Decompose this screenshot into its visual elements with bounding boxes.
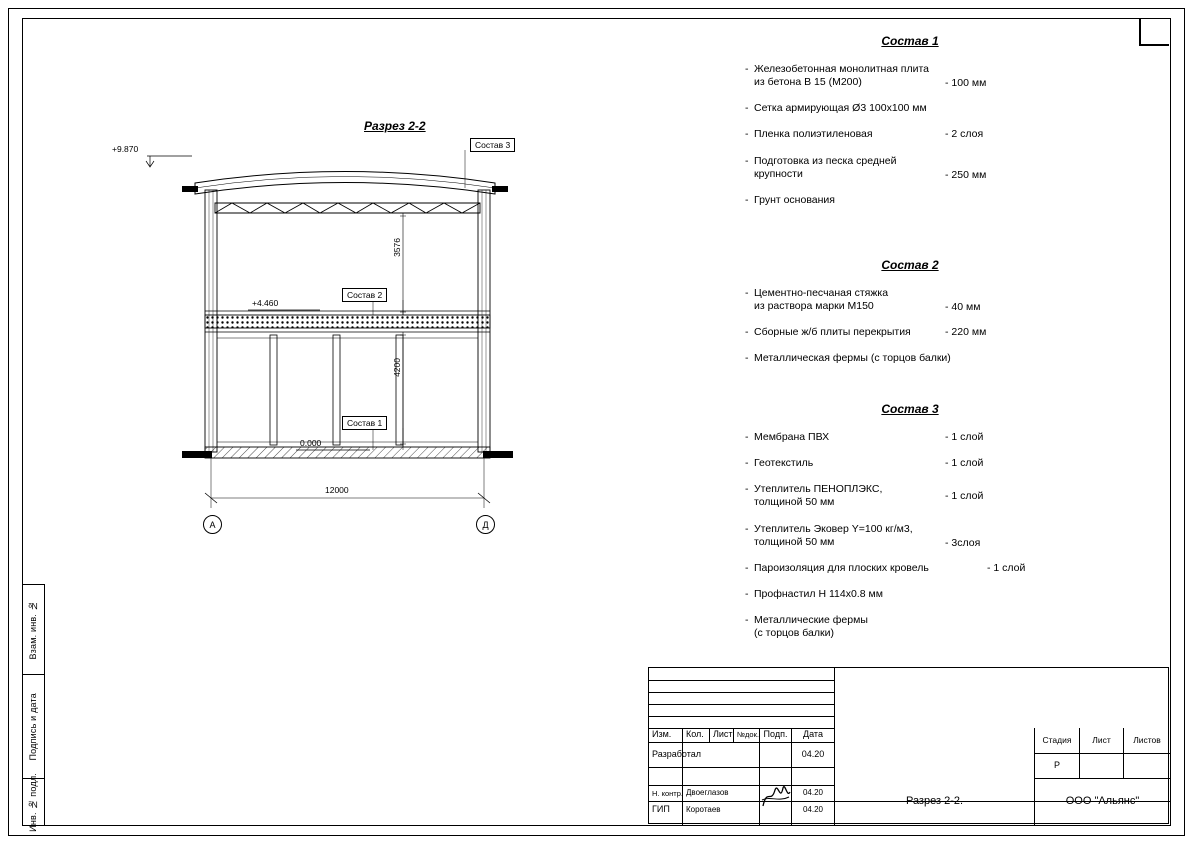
signature-mark (761, 782, 791, 810)
title-block (648, 667, 1169, 824)
tb-list-value (1080, 754, 1123, 778)
section-drawing-svg (120, 110, 680, 530)
composition-2-item: - Металлическая фермы (с торцов балки) (745, 352, 1075, 365)
item-value: - 2 слоя (945, 128, 984, 141)
stamp-cell-podpis (22, 674, 45, 779)
item-value: - 3слоя (945, 536, 981, 549)
item-text: Сетка армирующая Ø3 100х100 мм (754, 102, 927, 115)
item-text: Профнастил Н 114х0.8 мм (754, 587, 883, 600)
composition-3-item: - Мембрана ПВХ - 1 слой (745, 431, 984, 443)
tb-head-kol: Кол. (686, 729, 704, 740)
item-text: Железобетонная монолитная плита из бетона В 15 (М200) (754, 63, 930, 89)
item-text: Мембрана ПВХ (754, 431, 830, 443)
axis-right-label: Д (482, 519, 489, 530)
composition-3-item: - Геотекстиль - 1 слой (745, 457, 984, 470)
tb-head-podp: Подп. (763, 729, 788, 740)
composition-2-title: Состав 2 (881, 258, 939, 272)
tb-head-izm: Изм. (652, 729, 672, 740)
item-value: - 1 слой (945, 431, 984, 443)
axis-left-label: А (209, 519, 216, 530)
item-value: - 100 мм (945, 77, 987, 89)
tb-sheets-value (1124, 754, 1170, 778)
composition-3-item: - Утеплитель Эковер Y=100 кг/м3, толщиной 50 мм - 3слоя (745, 522, 981, 549)
tb-stage-value: Р (1053, 760, 1060, 771)
item-value: - 40 мм (945, 301, 981, 313)
tb-drawing-name: Разрез 2-2. (905, 794, 964, 807)
dim-upper-label: 3576 (392, 238, 402, 257)
tb-role-1 (649, 768, 762, 785)
composition-2-item: - Цементно-песчаная стяжка из раствора марки М150 - 40 мм (745, 287, 981, 313)
tb-name-2: Двоеглазов (686, 788, 729, 798)
composition-1-item: - Сетка армирующая Ø3 100х100 мм (745, 102, 1075, 115)
item-value: - 250 мм (945, 168, 987, 181)
composition-3 (745, 402, 1075, 653)
composition-3-item: - Металлические фермы (с торцов балки) (745, 614, 1075, 640)
item-text: Цементно-песчаная стяжка из раствора марки М150 (754, 287, 889, 313)
tb-role-0: Разработал (652, 749, 701, 760)
corner-mark-h (1139, 44, 1169, 46)
item-text: Пароизоляция для плоских кровель (754, 561, 929, 574)
stamp-label-inv: Инв. № подл. (28, 772, 38, 832)
elev-top-label: +9.870 (112, 144, 139, 154)
item-text: Сборные ж/б плиты перекрытия (754, 326, 911, 339)
composition-1 (745, 34, 1075, 220)
item-text: Утеплитель ПЕНОПЛЭКС, толщиной 50 мм (754, 483, 883, 509)
section-drawing (112, 110, 680, 530)
item-text: Утеплитель Эковер Y=100 кг/м3, толщиной 50 мм (754, 522, 913, 548)
callout-3: Состав 3 (470, 138, 515, 152)
composition-1-title: Состав 1 (881, 34, 939, 48)
axis-marker-right (476, 515, 495, 534)
tb-date-0: 04.20 (801, 749, 825, 760)
tb-company: ООО "Альянс" (1065, 794, 1140, 807)
item-value: - 1 слой (945, 457, 984, 470)
stamp-label-podpis: Подпись и дата (28, 693, 38, 761)
tb-head-data: Дата (803, 729, 823, 740)
elev-mid-label: +4.460 (252, 298, 279, 308)
tb-role-2: Н. контр. (652, 788, 683, 798)
stamp-cell-vzam (22, 584, 45, 675)
tb-role-3: ГИП (652, 804, 670, 815)
tb-head-list: Лист (713, 729, 733, 740)
item-text: Металлическая фермы (с торцов балки) (754, 352, 951, 365)
tb-date-3: 04.20 (802, 804, 824, 814)
callout-2: Состав 2 (342, 288, 387, 302)
callout-1: Состав 1 (342, 416, 387, 430)
item-text: Геотекстиль (754, 457, 814, 470)
item-text: Металлические фермы (с торцов балки) (754, 614, 868, 640)
composition-1-item: - Железобетонная монолитная плита из бетона В 15 (М200) - 100 мм (745, 63, 987, 89)
tb-stage-head: Стадия (1042, 735, 1072, 746)
composition-2-item: - Сборные ж/б плиты перекрытия - 220 мм (745, 326, 987, 339)
composition-3-item: - Утеплитель ПЕНОПЛЭКС, толщиной 50 мм - 1 слой (745, 483, 984, 509)
item-value: - 1 слой (945, 490, 984, 503)
composition-3-title: Состав 3 (881, 402, 939, 416)
tb-name-3: Коротаев (686, 804, 721, 814)
tb-head-ndok: №док. (737, 730, 759, 740)
stamp-cell-inv (22, 772, 45, 832)
axis-marker-left (203, 515, 222, 534)
item-value: - 1 слой (987, 561, 1026, 574)
item-value: - 220 мм (945, 326, 987, 339)
tb-sheets-head: Листов (1133, 735, 1161, 746)
composition-1-item: - Грунт основания (745, 194, 1075, 207)
composition-3-item: - Профнастил Н 114х0.8 мм (745, 588, 1075, 601)
dim-span-label: 12000 (325, 485, 349, 495)
tb-date-2: 04.20 (802, 788, 824, 798)
stamp-label-vzam: Взам. инв. № (28, 600, 38, 660)
composition-3-item: - Пароизоляция для плоских кровель - 1 слой (745, 561, 1026, 574)
item-text: Грунт основания (754, 193, 835, 206)
composition-2 (745, 258, 1075, 379)
corner-mark-v (1139, 18, 1141, 46)
tb-list-head: Лист (1092, 735, 1111, 746)
dim-lower-label: 4200 (392, 358, 402, 377)
item-text: Подготовка из песка средней крупности (754, 154, 897, 180)
section-title: Разрез 2-2 (364, 119, 426, 133)
elev-zero-label: 0.000 (300, 438, 322, 448)
item-text: Пленка полиэтиленовая (754, 128, 873, 141)
composition-1-item: - Пленка полиэтиленовая - 2 слоя (745, 128, 984, 141)
composition-1-item: - Подготовка из песка средней крупности - 250 мм (745, 154, 987, 181)
